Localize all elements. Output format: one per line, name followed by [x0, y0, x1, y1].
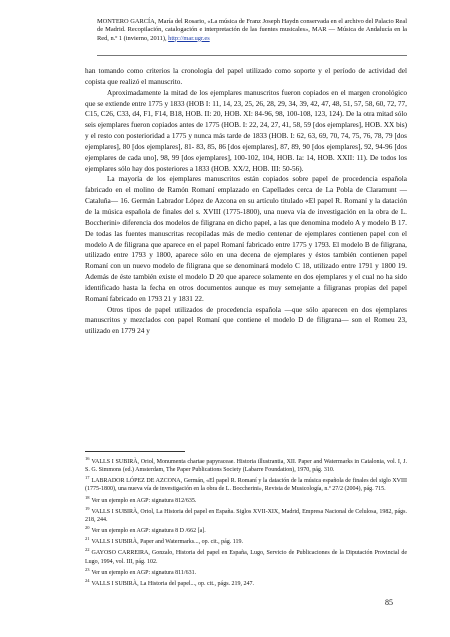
footnote-text: Ver un ejemplo en AGP: signatura 8 D /662 [a].: [91, 528, 206, 535]
footnote-number: 23: [85, 566, 90, 572]
paragraph: La mayoría de los ejemplares manuscritos están copiados sobre papel de procedencia española fabricado en el molino de Ramón Romaní emplazado en Capellades cerca de La Pobla de Claramunt — Cataluña— 16. Germán Labrador López de Azcona en su artículo titulado «El papel R. Romaní y la datación de la música española de finales del s. XVIII (1775-1800), una nueva vía de investigación en la obra de L. Boccherini» diferencia dos modelos de filigrana en dicho papel, a las que denomina modelo A y modelo B 17. De todas las fuentes manuscritas recopiladas más de medio centenar de ejemplares contienen papel con el modelo A de filigrana que aparece en el papel Romaní fabricado entre 1775 y 1793. El modelo B de filigrana, utilizado entre 1793 y 1800, aparece sólo en una decena de ejemplares y éstos también contienen papel Romaní con un nuevo modelo de filigrana que se denominará modelo C 18, utilizado entre 1791 y 1800 19. Además de éste también existe el modelo D 20 que aparece solamente en dos ejemplares y el cual no ha sido identificado hasta la fecha en otros documentos aunque es muy semejante a filigranas propias del papel Romaní fabricado en 1793 21 y 1831 22.: [85, 175, 407, 303]
footnote-divider: [85, 451, 185, 452]
page-number: 85: [385, 598, 393, 607]
header-link[interactable]: http://mar.ugr.es: [168, 34, 210, 42]
footnote-number: 18: [85, 494, 90, 500]
footnote-text: VALLS I SUBIRÀ, Oriol, Monumenta chartae papyraceae. Historia illustrantia, XII. Paper and Watermarks in Catalonia, vol. I, J. S. G. Simmons (ed.) Amsterdam, The Paper Publications Society (Labarre Foundation), 1970, pág. 310.: [85, 459, 407, 474]
footnote-number: 24: [85, 577, 90, 583]
header-divider: [97, 55, 407, 56]
footnote: [85, 546, 407, 565]
paragraph: han tomando como criterios la cronología del papel utilizado como soporte y el período de actividad del copista que realizó el manuscrito.: [85, 67, 407, 86]
footnote: [85, 577, 407, 588]
footnote-text: VALLS I SUBIRÀ, La Historia del papel..., op. cit., págs. 219, 247.: [91, 580, 255, 587]
footnote: [85, 524, 407, 535]
running-header: [97, 18, 407, 43]
footnote: [85, 455, 407, 474]
footnote-text: VALLS I SUBIRÀ, Paper and Watermarks..., op. cit., pág. 119.: [91, 539, 244, 546]
footnote-number: 19: [85, 505, 90, 511]
header-citation: MONTERO GARCÍA, María del Rosario, «La música de Franz Joseph Haydn conservada en el archivo del Palacio Real de Madrid. Recopilación, catalogación e interpretación de las fuentes musicales», MAR — Música de Andalucía en la Red, n.º 1 (invierno, 2011),: [97, 18, 407, 42]
footnote-number: 20: [85, 525, 90, 531]
footnote-text: VALLS I SUBIRÀ, Oriol, La Historia del papel en España. Siglos XVII-XIX, Madrid, Empresa Nacional de Celulosa, 1982, págs. 218, 244.: [85, 508, 407, 523]
paragraph: Otros tipos de papel utilizados de procedencia española —que sólo aparecen en dos ejemplares manuscritos y mezclados con papel Romaní que contiene el modelo D de filigrana— son el Romeu 23, utilizado en 1779 24 y: [85, 305, 407, 336]
footnote-text: Ver un ejemplo en AGP: signatura 811/631.: [91, 569, 197, 576]
main-text: [85, 66, 407, 337]
footnote: [85, 474, 407, 493]
footnote: [85, 505, 407, 524]
footnote: [85, 535, 407, 546]
footnote-text: LABRADOR LÓPEZ DE AZCONA, Germán, «El papel R. Romaní y la datación de la música española de finales del siglo XVIII (1775-1800), una nueva vía de investigación en la obra de L. Boccherini», Revista de Musicología, n.º 27/2 (2004), pág. 715.: [85, 478, 407, 493]
footnote-number: 17: [85, 475, 90, 481]
footnote-number: 21: [85, 536, 90, 542]
footnote-text: GAYOSO CARREIRA, Gonzalo, Historia del papel en España, Lugo, Servicio de Publicaciones de la Diputación Provincial de Lugo, 1994, vol. III, pág. 102.: [85, 550, 407, 565]
footnote-text: Ver un ejemplo en AGP: signatura 812/635.: [91, 497, 197, 504]
footnote-number: 22: [85, 547, 90, 553]
footnotes: [85, 455, 407, 588]
paragraph: Aproximadamente la mitad de los ejemplares manuscritos fueron copiados en el margen cronológico que se extiende entre 1775 y 1833 (HOB I: 11, 14, 23, 25, 26, 28, 29, 34, 39, 42, 47, 48, 51, 57, 58, 60, 72, 77, C15, C26, C33, d4, F1, F14, B18, HOB. II: 20, HOB. XI: 84-96, 98, 100-108, 123, 124). De la otra mitad sólo seis ejemplares fueron copiados antes de 1775 (HOB. I: 22, 24, 27, 41, 58, 59 [dos ejemplares], HOB. XX bis) y el resto con posterioridad a 1775 y nunca más tarde de 1833 (HOB. I: 62, 63, 69, 70, 74, 75, 76, 78, 79 [dos ejemplares], 80 [dos ejemplares], 81- 83, 85, 86 [dos ejemplares], 87, 89, 90 [dos ejemplares], 92, 94-96 [dos ejemplares de cada uno], 98, 99 [dos ejemplares], 100-102, 104, HOB. Ia: 14, HOB. XXII: 11). De todos los ejemplares sólo hay dos posteriores a 1833 (HOB. XX/2, HOB. III: 50-56).: [85, 88, 407, 173]
footnote: [85, 566, 407, 577]
footnote: [85, 494, 407, 505]
footnote-number: 16: [85, 456, 90, 461]
